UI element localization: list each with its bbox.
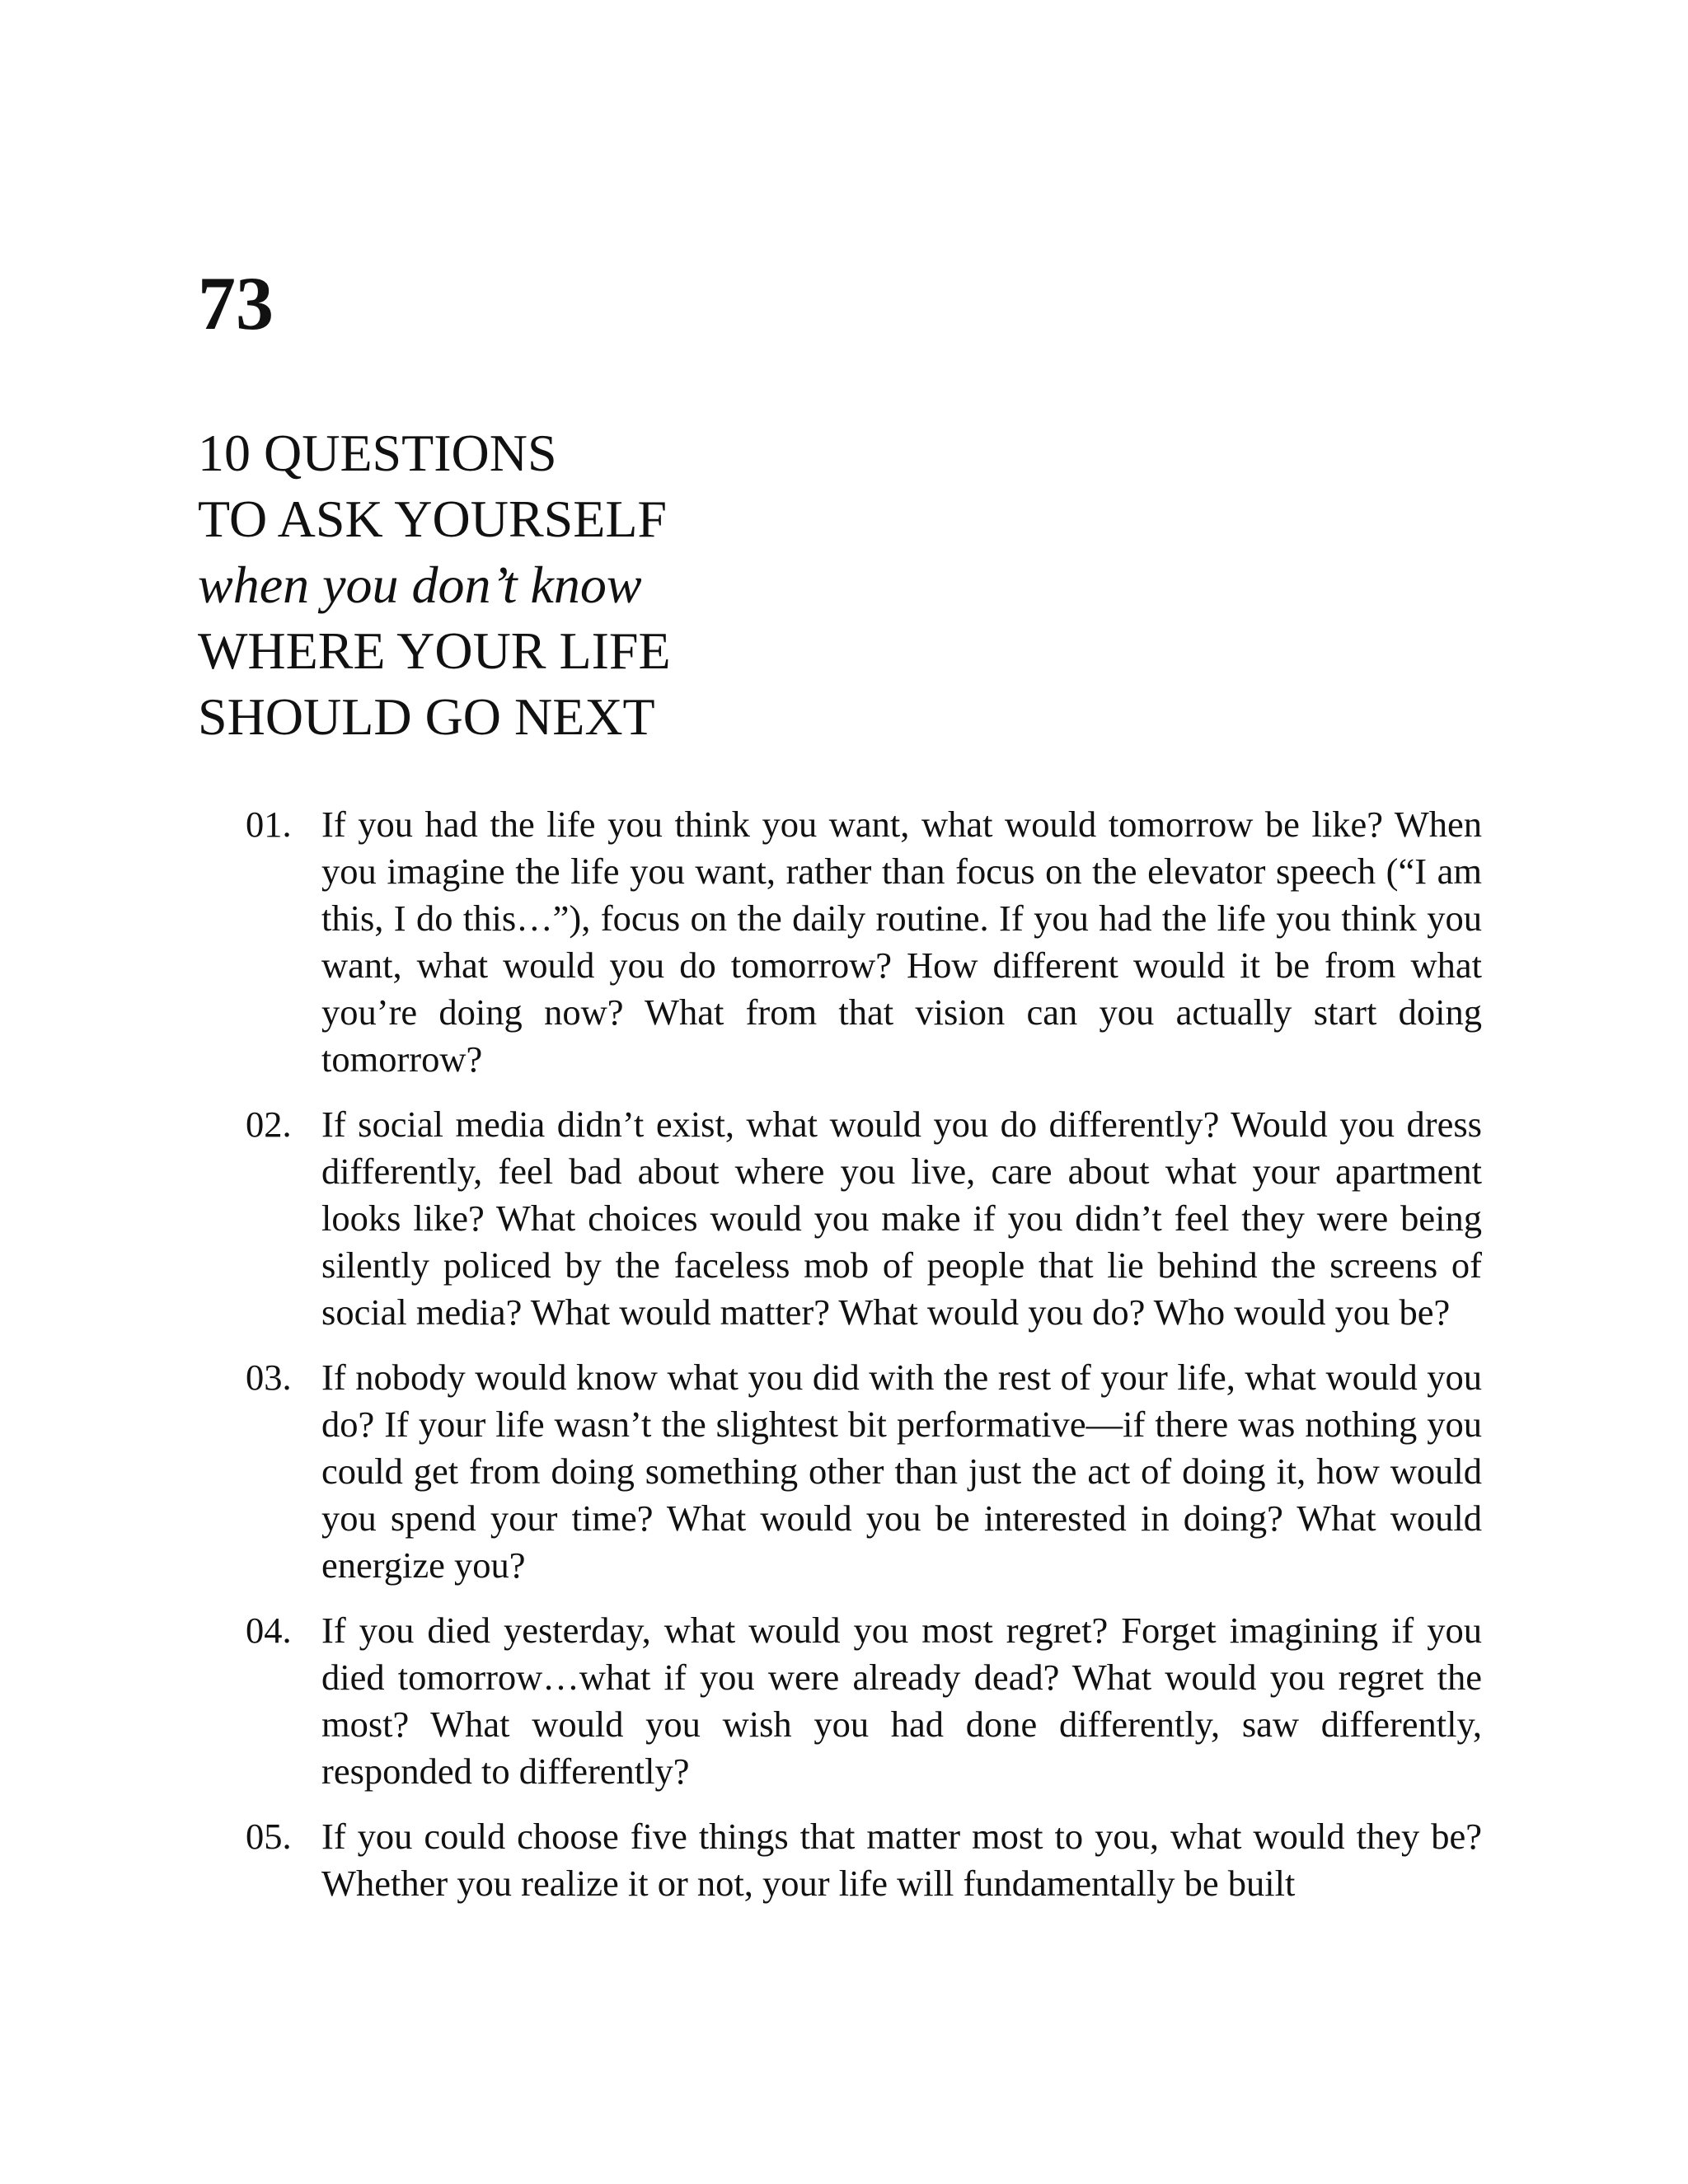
question-item xyxy=(246,1354,1482,1589)
chapter-title-line-italic: when you don’t know xyxy=(198,555,642,614)
question-number: 04. xyxy=(246,1610,292,1651)
chapter-title-line: WHERE YOUR LIFE xyxy=(198,621,671,680)
question-text: If you could choose five things that matter most to you, what would they be? Whether you realize it or not, your life will fundamentally be built xyxy=(321,1816,1482,1904)
question-text: If you had the life you think you want, what would tomorrow be like? When you imagine the life you want, rather than focus on the elevator speech (“I am this, I do this…”), focus on the daily routine. If you had the life you think you want, what would you do tomorrow? How different would it be from what you’re doing now? What from that vision can you actually start doing tomorrow? xyxy=(321,804,1482,1080)
chapter-title-line: 10 QUESTIONS xyxy=(198,424,557,482)
chapter-title xyxy=(198,420,671,750)
question-item xyxy=(246,1101,1482,1336)
question-number: 05. xyxy=(246,1816,292,1857)
question-number: 03. xyxy=(246,1357,292,1398)
chapter-title-line: TO ASK YOURSELF xyxy=(198,490,667,548)
question-text: If social media didn’t exist, what would you do differently? Would you dress differently, feel bad about where you live, care about what your apartment looks like? What choices would you make if you didn’t feel they were being silently policed by the faceless mob of people that lie behind the screens of social media? What would matter? What would you do? Who would you be? xyxy=(321,1104,1482,1333)
questions-list xyxy=(246,801,1482,1925)
chapter-number: 73 xyxy=(198,261,274,345)
chapter-title-line: SHOULD GO NEXT xyxy=(198,687,655,746)
question-item xyxy=(246,1607,1482,1795)
question-item xyxy=(246,801,1482,1083)
question-text: If nobody would know what you did with the rest of your life, what would you do? If your life wasn’t the slightest bit performative—if there was nothing you could get from doing something other than just the act of doing it, how would you spend your time? What would you be interested in doing? What would energize you? xyxy=(321,1357,1482,1586)
question-number: 02. xyxy=(246,1104,292,1145)
question-number: 01. xyxy=(246,804,292,845)
question-text: If you died yesterday, what would you most regret? Forget imagining if you died tomorrow…what if you were already dead? What would you regret the most? What would you wish you had done differently, saw differently, responded to differently? xyxy=(321,1610,1482,1792)
question-item xyxy=(246,1813,1482,1907)
